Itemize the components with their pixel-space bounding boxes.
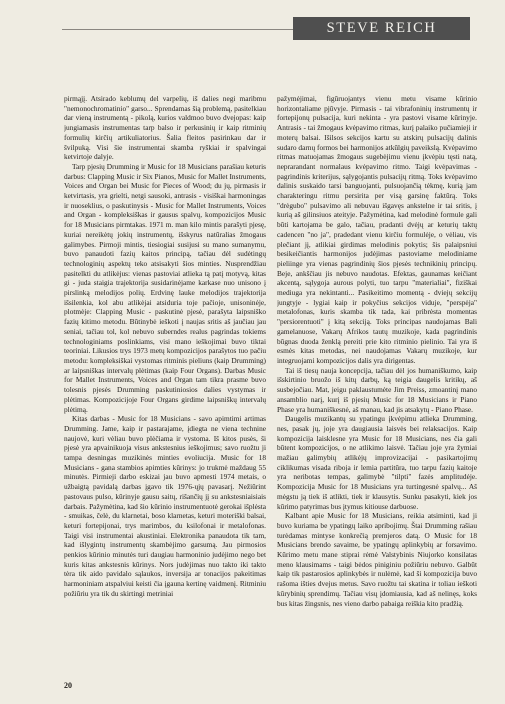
header-rule [62, 29, 293, 30]
paragraph: Daugelis muzikantų su ypatingu įkvėpimu atlieka Drumming, nes, pasak jų, joje yra daugiausia laisvės bei relaksacijos. Kaip kompozicija laisklesne yra Music for 18 Musicians, nes čia gali būtent kompozicijos, o ne atlikimo laisvė. Tačiau joje yra žymiai mažiau galimybių atlikėjų improvizacijai - pasikartojimų ciklikumas visada riboja ir lemia partitūra, tuo tarpu fazių kaitoje yra neribotas tempas, galimybė "tilpti" fazės amplitudėje. Kompozicija Music for 18 Musicians yra turtingesnė spalvų... Aš mėgstu ją tiek iš atlikti, tiek ir klausytis. Sunku pasakyti, kiek jos kūrimo patyrimas bus įtymus kitiouse darbuose. [277, 414, 477, 511]
paragraph: pirmąjį. Atsirado keblumų del varpelių, iš dalies negi maribmu "nemonochromatinio" garso... Sprendamas šią problemą, pasitelkiau dar vieną instrumentą - pikolą, kurios valdmoo buvo dvejopas: kaip jungiamasis instrumentas tarp balso ir perkusinių ir kaip ritminių formulių kirčių artikuliatorius. Šalia fleitos pasirinkau dar ir švilpuką. Visi šie instrumentai skamba ryškiai ir spalvingai ketvirtoje dalyje. [64, 94, 266, 162]
running-header-title: STEVE REICH [326, 20, 437, 36]
paragraph: Kalbant apie Music for 18 Musicians, reikia atsiminti, kad ji buvo kuriama be ypatingų laiko apribojimų. Štai Drumming rašiau turėdamas mintyse konkrečią premjeros datą. O Music for 18 Musicians brendo savaime, be ypatingų aplinkybių ar forsavimo. Kūrimo metu mane stiprai rėmė Valstybinis Niujorko konsilatas meno klausimams - taigi bėdos piniginiu požiūriu nebuvo. Galbūt kaip tik pastarosios aplinkybės ir nulėmė, kad ši kompozicija buvo rašoma išties dvejus metus. Savo ruožtu tai skatina ir toliau ieškoti kūrybinių sprendimų. Tačiau visų įdomiausia, kad aš nelinęs, koks bus kitas žingsnis, nes vieno darbo pabaiga reiškia kito pradžią. [277, 511, 477, 608]
paragraph: Tai iš tiesų nauja koncepcija, tačiau dėl jos humaniškumo, kaip išskirtinio bruožo iš kitų darbų, ką teigia daugelis kritikų, aš susbejočiau. Mat, jeigu paklaustumėte Jim Preiss, zmoantinį mano ansamblio narį, kurį iš pjesių Music for 18 Musicians ir Piano Phase yra humaniškesnė, aš manau, kad jis atsakytų - Piano Phase. [277, 365, 477, 414]
page-number: 20 [64, 681, 72, 690]
right-column [277, 94, 477, 680]
paragraph: Tarp pjesių Drumming ir Music for 18 Musicians parašiau keturis darbus: Clapping Music ir Six Pianos, Music for Mallet Instruments, Voices and Organ bei Music for Pieces of Wood; du jų, pirmasis ir ketvirtasis, yra grielti, netgi sausoki, antrasis - visiškai harmoningas ir nuoseklius, o paskutinysis - Music for Mallet Instruments, Voices and Organ - kompleksiškas ir gausus spalvų, kompozicijos Music for 18 Musicians pirmtakas. 1971 m. man kilo mintis parašyti pjesę, kuriai nereikėtų jokių instrumentų, išskyrus natūralias žmogaus galimybes. Pirmoji mintis, tiesiogiai susijusi su mano sumanymu, buvo panaudoti fazių kaitos principą, tačiau dėl sudėtingų technologinių aspektų teko atsisakyti šios minties. Nusprendžiau pasitelkti du atlikėjus: vienas pastoviai atlieka tą patį motyvą, kitas gi - juda staigia trajektorija susidarinėjame karkase nuo unisono į pirslinką melodijos polių. Erdvinę lauke melodijos trajektorija išsilenkia, kol abu atlikėjai atsiduria toje pačioje, unisoninėje, plotmėje: Clapping Music - paskutinė pjesė, parašyta laipsniško fazių kitimo metodu. Būtinybė ieškoti į naujas sritis aš jaučiau jau seniai, tačiau tol, kol nebuvo suberndes realus pagrindas tokiems technologiniams poslinkiams, visi mano ieškojimai buvo tiktai teoriniai. Likusios trys 1973 metų kompozicijos parašytos tuo pačiu metodu: kompleksiškai vystomas ritminis pieliuns (kaip Drumming) ar laipsniškas intervalų plėtimas (kaip Four Organs). Darbas Music for Mallet Instruments, Voices and Organ tam tikra prasme buvo tolesnis pjesės Drumming paskutiniosios dalies vystymas ir plėtimas. Kompozicijoje Four Organs girdime laipsniškų intervalų plėtimą. [64, 161, 266, 414]
paragraph: Kitas darbas - Music for 18 Musicians - savo apimtimi artimas Drumming. Jame, kaip ir pastarajame, įdiegta ne viena technine naujovė, kuri vėliau buvo plėčiama ir vystoma. Iš kitos pusės, ši pjesė yra apvainikuoja visus ankstesnius ieškojimus; savo ruožtu ji tampa desningas muzikinės minties evoliucija. Music for 18 Musicians - gana stambios apimties kūrinys: jo trukmė maždaug 55 minutės. Pirmieji darbo eskizai jau buvo apmesti 1974 metais, o užbaigtą pavidalą darbas įgavo tik 1976-ųjų pavasarį. Nežiūrint pastovaus pulso, kūrinyje gausu saitų, rišančių jį su ankstesniaisiais darbais. Pažymėtina, kad šio kūrinio instrumentuotė gerokai išplėsta - smuikas, čelė, du klarnetai, boso klarnetas, keturi moteriški balsai, keturi fortepijonai, trys marimbos, du ksilofonai ir metalofonas. Taigi visi instrumentai akustiniai. Elektronika panaudota tik tam, kad išlygintų instrumentų skambėjimo garsumą. Jau pirmosios penkios kūrinio minutės turi daugiau harmoninio judėjimo nego bet kuris kitas ankstesnis kūrinys. Nors judėjimas nuo takto iki takto tėra tik aido pavidalo sąlaukos, inversija ar tonacijos pakeitimas harmoniniam atspalviui keisti čia įgauna kertinę vaidmenį. Ritminiu požiūriu yra tik du skirtingi metriniai [64, 414, 266, 598]
paragraph: pažymėjimai, figūruojantys vienu metu visame kūrinio horizontaliame pjūvyje. Pirmasis - tai vibrafoninių instrumentų ir fortepijonų pulsacija, kuri nekinta - yra pastovi visame kūrinyje. Antrasis - tai žmogaus kvėpavimo ritmas, kurį palaiko pučiamieji ir moterų balsai. Išilsos sekcijos kartu su atskirų pulsacijų dalinis sudaro darnų formos bei harmonijos atkūlgių paveikslą. Kvėpavimo ritmas matuojamas žmogaus sugebėjimu vienu įkvėpiu tęsti natą, neprarandant normalaus kvėpavimo ritmo. Taigi kvėpavimas - pagrindinis kriterijus, sąlygojantis pulsacijų ritmą. Toks kvėpavimo dalinis suskaido tarsi banguojanti, pulsuojančią tėkmę, kurią jam charakteringu ritmu persirita per visą garsinę faktūrą. Toks "drėgubo" pulsavimo ali nebuvau išgavęs ankstelne ir tai sritis, į kurią aš gilinsiuos ateityje. Pažymėtina, kad melodinė formule gali būti kartojama be galo, tačiau, pradanti dvėjų ar keturių taktų cadencen "no ja", pradedant vienu kirčiu formulėje, o vėliau, vis plečiant jį, atlikiai girdimas melodinis pokytis; šis palaipsniui besikeičiantis harmonijos judėjimas pastoviame melodiniame pieliinge yra vienas pagrindinių šios pjesės technikinių principų. Beje, ankščiau jis nebuvo naudotas. Efektas, gaunamas keičiant akcentą, sąlygoja aurous polyti, tuo tarpu "materialiai", fiziškai mediuga yra nekintanti... Pasikeitimo momentą - dviejų sekcijų jungtyje - lygiai kaip ir pokyčius sekcijos viduje, "perspėja" metalofonas, kuris skamba tik tada, kai pribrėsta momentas "persiorentuoti" į kitą sekciją. Toks principas naudojamas Bali gamelanuose, Vakarų Afrikos tautų muzikoje, kada pagrindinis būgnas duoda ženklą pereiti prie kito ritminio pielinio. Tai yra iš esmės kitas metodas, nei naudojamas Vakarų muzikoje, kur integruojami kompozicijos dalis yra dirigentas. [277, 94, 477, 365]
left-column [64, 94, 266, 680]
running-header [293, 17, 470, 40]
